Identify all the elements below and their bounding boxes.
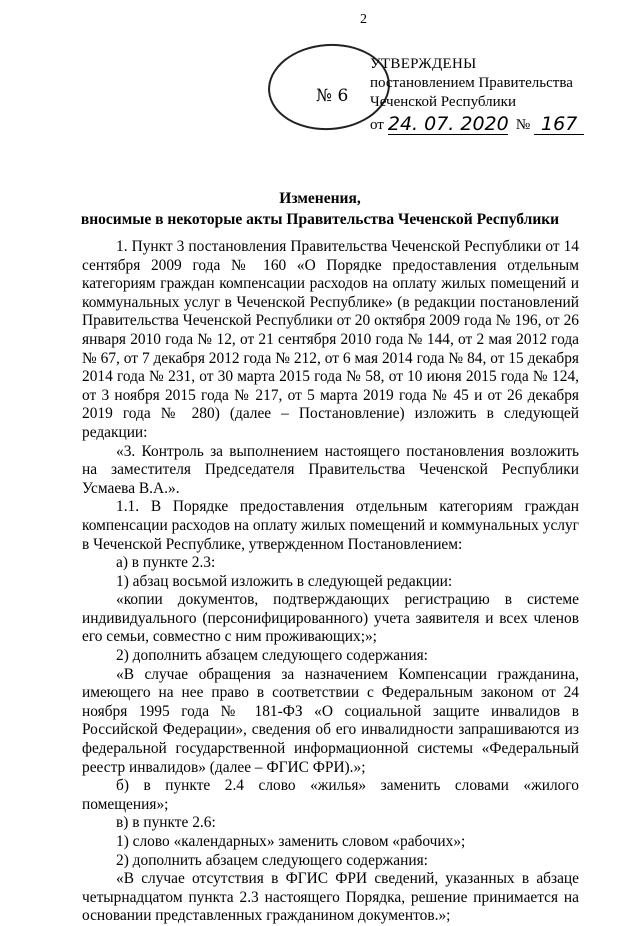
approval-date: 24. 07. 2020 [387,113,509,135]
title-line-2: вносимые в некоторые акты Правительства Чеченской Республики [80,211,560,228]
date-prefix: от [370,117,384,133]
paragraph: «В случае отсутствия в ФГИС ФРИ сведений, указанных в абзаце четырнадцатом пункта 2.3 настоящего Порядка, решение принимается на основании представленных гражданином документов.»; [82,870,579,925]
stamp-label: № 6 [316,86,349,106]
title-line-1: Изменения, [279,190,361,207]
approval-number: 167 [534,114,584,135]
paragraph: «3. Контроль за выполнением настоящего постановления возложить на заместителя Председателя Правительства Чеченской Республики Усмаева В.А.». [82,442,579,497]
paragraph: 1.1. В Порядке предоставления отдельным категориям граждан компенсации расходов на оплату жилых помещений и коммунальных услуг в Чеченской Республике, утвержденном Постановлением: [82,498,579,553]
number-prefix: № [515,117,531,133]
document-title [0,188,640,230]
paragraph: 2) дополнить абзацем следующего содержания: [116,851,428,869]
page-number: 2 [360,12,367,27]
paragraph: 1) абзац восьмой изложить в следующей редакции: [116,572,453,590]
paragraph: в) в пункте 2.6: [116,814,216,832]
document-body [82,238,579,926]
paragraph: 2) дополнить абзацем следующего содержания: [116,647,428,665]
paragraph: «В случае обращения за назначением Компенсации гражданина, имеющего на нее право в соответствии с Федеральным законом от 24 ноября 1995 года № 181-ФЗ «О социальной защите инвалидов в Российской Федерации», сведения об его инвалидности запрашиваются из федеральной государственной информационной системы «Федеральный реестр инвалидов» (далее – ФГИС ФРИ).»; [82,665,579,776]
paragraph: 1. Пункт 3 постановления Правительства Чеченской Республики от 14 сентября 2009 года № 160 «О Порядке предоставления отдельным категориям граждан компенсации расходов на оплату жилых помещений и коммунальных услуг в Чеченской Республике» (в редакции постановлений Правительства Чеченской Республики от 20 октября 2009 года № 196, от 26 января 2010 года № 12, от 21 сентября 2010 года № 144, от 2 мая 2012 года № 67, от 7 декабря 2012 года № 212, от 6 мая 2014 года № 84, от 15 декабря 2014 года № 231, от 30 марта 2015 года № 58, от 10 июня 2015 года № 124, от 3 ноября 2015 года № 217, от 5 марта 2019 года № 45 и от 26 декабря 2019 года № 280) (далее – Постановление) изложить в следующей редакции: [82,238,579,441]
approved-heading: УТВЕРЖДЕНЫ [370,56,477,72]
paragraph: 1) слово «календарных» заменить словом «рабочих»; [116,833,466,850]
paragraph: а) в пункте 2.3: [116,554,216,572]
paragraph: «копии документов, подтверждающих регистрацию в системе индивидуального (персонифицированного) учета заявителя и всех членов его семьи, совместно с ним проживающих;»; [82,591,579,646]
approved-by: постановлением Правительства [370,75,573,91]
approval-date-row [370,114,584,135]
approval-block [370,55,584,135]
paragraph: б) в пункте 2.4 слово «жилья» заменить словами «жилого помещения»; [82,777,579,813]
approved-republic: Чеченской Республики [370,94,516,110]
